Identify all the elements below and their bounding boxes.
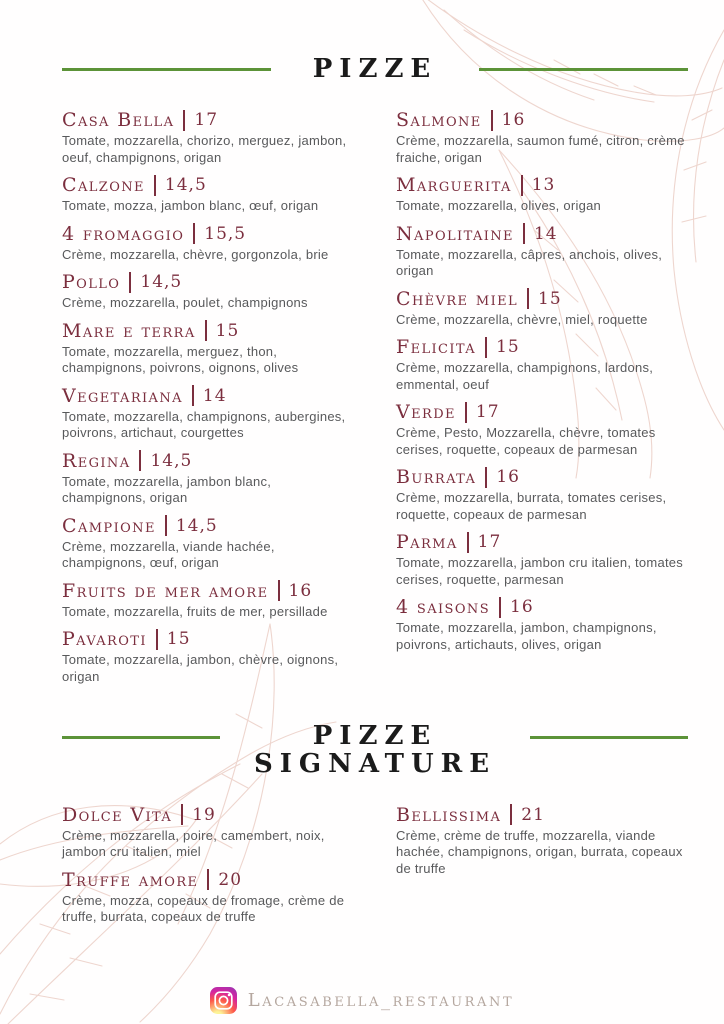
price-divider-bar [192, 385, 194, 406]
signature-title-block [254, 723, 496, 778]
item-name: Vegetariana [62, 384, 183, 407]
item-name: Pollo [62, 271, 121, 294]
section-header-pizze-signature [62, 723, 688, 778]
instagram-icon [210, 987, 237, 1014]
divider-line-right [479, 68, 688, 71]
item-header [62, 174, 354, 196]
price-divider-bar [183, 110, 185, 131]
footer [0, 987, 724, 1014]
item-name: Calzone [62, 174, 145, 197]
item-header [396, 336, 688, 358]
item-header [62, 804, 354, 826]
item-description: Tomate, mozzarella, chorizo, merguez, jambon, oeuf, champignons, origan [62, 133, 347, 165]
item-price: 14,5 [164, 175, 207, 196]
item-price: 20 [218, 869, 243, 890]
menu-item [396, 336, 688, 393]
item-name: Mare e terra [62, 319, 196, 342]
item-name: Felicita [396, 336, 477, 359]
item-price: 15 [496, 337, 520, 358]
item-description: Crème, crème de truffe, mozzarella, viande hachée, champignons, origan, burrata, copeaux de truffe [396, 827, 683, 876]
item-header [396, 223, 688, 245]
item-header [396, 596, 688, 618]
menu-item [396, 401, 688, 458]
item-price: 14,5 [150, 450, 193, 471]
section-header-pizze [62, 56, 688, 83]
item-name: 4 saisons [396, 596, 491, 619]
item-name: Pavaroti [62, 628, 147, 651]
item-price: 15,5 [204, 223, 247, 244]
item-name: Burrata [396, 466, 477, 489]
signature-column-left [62, 804, 354, 934]
price-divider-bar [485, 467, 487, 488]
item-name: Chèvre miel [396, 287, 519, 310]
menu-item [62, 628, 354, 685]
menu-item [396, 223, 688, 280]
item-description: Tomate, mozza, jambon blanc, œuf, origan [62, 198, 319, 214]
item-description: Tomate, mozzarella, merguez, thon, champignons, poivrons, oignons, olives [62, 343, 299, 376]
pizze-column-right [396, 109, 688, 693]
signature-column-right [396, 804, 688, 934]
menu-item [62, 450, 354, 507]
item-description: Crème, mozza, copeaux de fromage, crème de truffe, burrata, copeaux de truffe [62, 892, 345, 925]
menu-item [62, 223, 354, 264]
price-divider-bar [181, 804, 183, 825]
item-name: 4 fromaggio [62, 222, 185, 245]
pizze-columns [62, 109, 688, 693]
price-divider-bar [156, 629, 158, 650]
menu-item [62, 869, 354, 926]
item-header [396, 401, 688, 423]
item-price: 15 [538, 288, 562, 309]
menu-item [396, 109, 688, 166]
divider-line-right [530, 736, 688, 739]
menu-item [62, 515, 354, 572]
item-name: Napolitaine [396, 222, 514, 245]
item-header [396, 109, 688, 131]
item-name: Parma [396, 531, 458, 554]
item-price: 15 [215, 320, 240, 341]
item-price: 16 [501, 110, 526, 131]
item-price: 14 [533, 223, 558, 244]
item-name: Truffe amore [62, 868, 199, 891]
signature-columns [62, 804, 688, 934]
price-divider-bar [510, 804, 512, 825]
price-divider-bar [499, 597, 501, 618]
pizze-column-left [62, 109, 354, 693]
item-header [396, 804, 688, 826]
item-name: Bellissima [396, 803, 502, 826]
item-name: Regina [62, 449, 131, 472]
item-header [396, 288, 688, 310]
item-description: Crème, mozzarella, poire, camembert, noix, jambon cru italien, miel [62, 827, 325, 860]
item-description: Crème, mozzarella, poulet, champignons [62, 295, 308, 311]
price-divider-bar [491, 110, 493, 131]
item-header [62, 109, 354, 131]
item-header [396, 466, 688, 488]
item-header [62, 869, 354, 891]
item-description: Crème, Pesto, Mozzarella, chèvre, tomates cerises, roquette, copeaux de parmesan [396, 425, 656, 457]
instagram-handle: Lacasabella_restaurant [247, 990, 515, 1011]
item-name: Dolce Vita [62, 803, 173, 826]
item-description: Tomate, mozzarella, câpres, anchois, olives, origan [396, 246, 663, 279]
menu-item [396, 596, 688, 653]
menu-item [396, 174, 688, 215]
item-price: 21 [521, 804, 545, 825]
divider-line-left [62, 736, 220, 739]
item-description: Tomate, mozzarella, jambon, champignons, poivrons, artichauts, olives, origan [396, 620, 657, 652]
menu-item [396, 466, 688, 523]
item-header [396, 531, 688, 553]
menu-item [396, 531, 688, 588]
item-header [62, 271, 354, 293]
menu-item [62, 271, 354, 312]
price-divider-bar [205, 320, 207, 341]
price-divider-bar [521, 175, 523, 196]
item-price: 13 [531, 175, 556, 196]
price-divider-bar [465, 402, 467, 423]
price-divider-bar [154, 175, 156, 196]
item-header [62, 515, 354, 537]
item-price: 14,5 [175, 515, 218, 536]
item-description: Tomate, mozzarella, jambon blanc, champignons, origan [62, 473, 272, 506]
item-price: 15 [166, 629, 191, 650]
item-description: Crème, mozzarella, champignons, lardons, emmental, oeuf [396, 360, 654, 392]
item-header [62, 385, 354, 407]
section-pizze [62, 56, 688, 693]
item-header [62, 223, 354, 245]
item-description: Tomate, mozzarella, olives, origan [396, 198, 602, 214]
section-title-pizze-signature-line2: SIGNATURE [253, 748, 497, 779]
item-description: Tomate, mozzarella, jambon cru italien, tomates cerises, roquette, parmesan [396, 555, 684, 587]
item-price: 16 [288, 580, 313, 601]
item-header [62, 320, 354, 342]
item-name: Salmone [396, 109, 482, 132]
item-header [62, 580, 354, 602]
price-divider-bar [485, 337, 487, 358]
menu-item [396, 288, 688, 329]
item-name: Casa Bella [62, 109, 175, 132]
price-divider-bar [467, 532, 469, 553]
item-description: Crème, mozzarella, chèvre, miel, roquette [396, 311, 648, 327]
price-divider-bar [523, 223, 525, 244]
price-divider-bar [527, 288, 529, 309]
price-divider-bar [139, 450, 141, 471]
item-name: Verde [396, 401, 456, 424]
item-header [62, 628, 354, 650]
item-description: Crème, mozzarella, viande hachée, champignons, œuf, origan [62, 538, 275, 571]
section-title-pizze: PIZZE [312, 54, 438, 84]
item-price: 19 [192, 804, 216, 825]
price-divider-bar [165, 515, 167, 536]
item-name: Fruits de mer amore [62, 579, 269, 602]
menu-item [62, 385, 354, 442]
item-price: 17 [477, 532, 502, 553]
item-description: Crème, mozzarella, burrata, tomates cerises, roquette, copeaux de parmesan [396, 490, 667, 522]
price-divider-bar [207, 869, 209, 890]
price-divider-bar [193, 223, 195, 244]
item-header [62, 450, 354, 472]
item-name: Campione [62, 514, 156, 537]
item-name: Marguerita [396, 174, 512, 197]
price-divider-bar [129, 272, 131, 293]
menu-item [62, 580, 354, 621]
menu-item [62, 109, 354, 166]
divider-line-left [62, 68, 271, 71]
menu-item [62, 174, 354, 215]
item-header [396, 174, 688, 196]
price-divider-bar [278, 580, 280, 601]
item-price: 14 [202, 385, 227, 406]
item-description: Tomate, mozzarella, fruits de mer, persillade [62, 603, 328, 619]
section-pizze-signature [62, 723, 688, 934]
item-description: Tomate, mozzarella, champignons, aubergines, poivrons, artichaut, courgettes [62, 408, 346, 441]
item-description: Crème, mozzarella, saumon fumé, citron, crème fraiche, origan [396, 133, 685, 165]
item-price: 17 [194, 110, 219, 131]
item-description: Tomate, mozzarella, jambon, chèvre, oignons, origan [62, 652, 339, 684]
menu-item [396, 804, 688, 878]
item-price: 16 [510, 597, 534, 618]
menu-item [62, 804, 354, 861]
item-price: 17 [475, 402, 500, 423]
section-title-pizze-signature-line1: PIZZE [312, 721, 438, 752]
item-description: Crème, mozzarella, chèvre, gorgonzola, brie [62, 246, 329, 262]
menu-item [62, 320, 354, 377]
item-price: 14,5 [140, 272, 183, 293]
item-price: 16 [496, 467, 520, 488]
